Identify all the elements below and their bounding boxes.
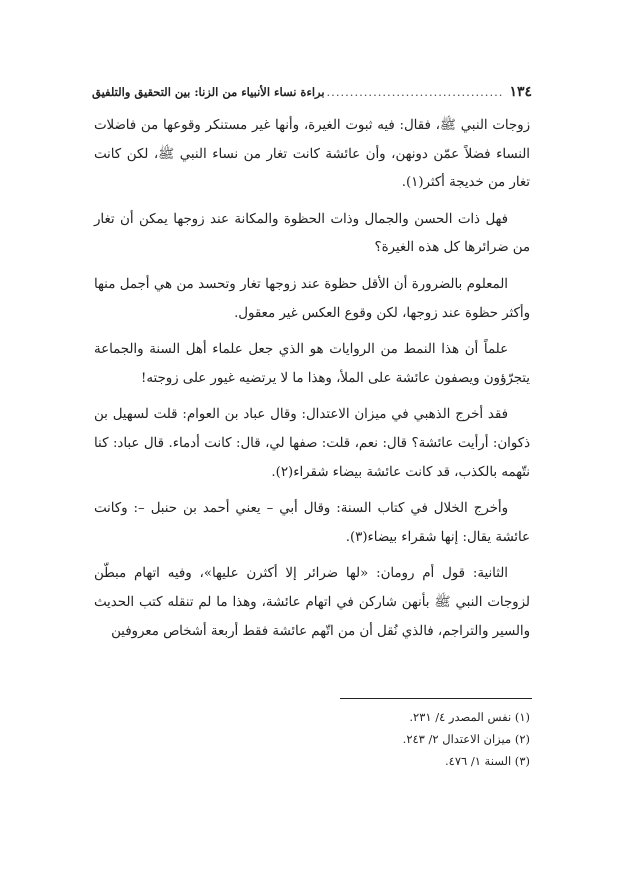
- paragraph: المعلوم بالضرورة أن الأقل حظوة عند زوجها تغار وتحسد من هي أجمل منها وأكثر حظوة عند زوجها، لكن وقوع العكس غير معقول.: [94, 276, 530, 321]
- footnotes: [94, 706, 530, 772]
- page-body: [94, 112, 530, 654]
- paragraph: وأخرج الخلال في كتاب السنة: وقال أبي – يعني أحمد بن حنبل –: وكانت عائشة يقال: إنها شقراء بيضاء(٣).: [94, 501, 530, 545]
- book-title: براءة نساء الأنبياء من الزنا: بين التحقيق والتلفيق: [92, 85, 325, 99]
- running-header: [92, 84, 532, 102]
- leader-dots: [325, 85, 504, 99]
- page-number: ١٣٤: [509, 84, 532, 100]
- paragraph: فهل ذات الحسن والجمال وذات الحظوة والمكانة عند زوجها يمكن أن تغار من ضرائرها كل هذه الغيرة؟: [94, 211, 530, 256]
- paragraph: زوجات النبي ﷺ، فقال: فيه ثبوت الغيرة، وأنها غير مستنكر وقوعها من فاضلات النساء فضلاً عمّن دونهن، وأن عائشة كانت تغار من نساء النبي ﷺ، لكن كانت تغار من خديجة أكثر(١).: [94, 118, 530, 191]
- footnote: (١) نفس المصدر ٤/ ٢٣١.: [409, 710, 530, 724]
- footnote: (٢) ميزان الاعتدال ٢/ ٢٤٣.: [402, 732, 530, 746]
- footnote-separator: [340, 698, 532, 699]
- footnote: (٣) السنة ١/ ٤٧٦.: [445, 754, 530, 768]
- paragraph: فقد أخرج الذهبي في ميزان الاعتدال: وقال عباد بن العوام: قلت لسهيل بن ذكوان: أرأيت عائشة؟ قال: نعم، قلت: صفها لي، قال: كانت أدماء. قال عباد: كنا نتّهمه بالكذب، قد كانت عائشة بيضاء شقراء(٢).: [94, 407, 530, 480]
- paragraph: علماً أن هذا النمط من الروايات هو الذي جعل علماء أهل السنة والجماعة يتجرّؤون ويصفون عائشة على الملأ، وهذا ما لا يرتضيه غيور على زوجته!: [94, 342, 530, 386]
- paragraph: الثانية: قول أم رومان: «لها ضرائر إلا أكثرن عليها»، وفيه اتهام مبطّن لزوجات النبي ﷺ بأنهن شاركن في اتهام عائشة، وهذا ما لم تنقله كتب الحديث والسير والتراجم، فالذي نُقل أن من اتّهم عائشة فقط أربعة أشخاص معروفين: [94, 566, 530, 639]
